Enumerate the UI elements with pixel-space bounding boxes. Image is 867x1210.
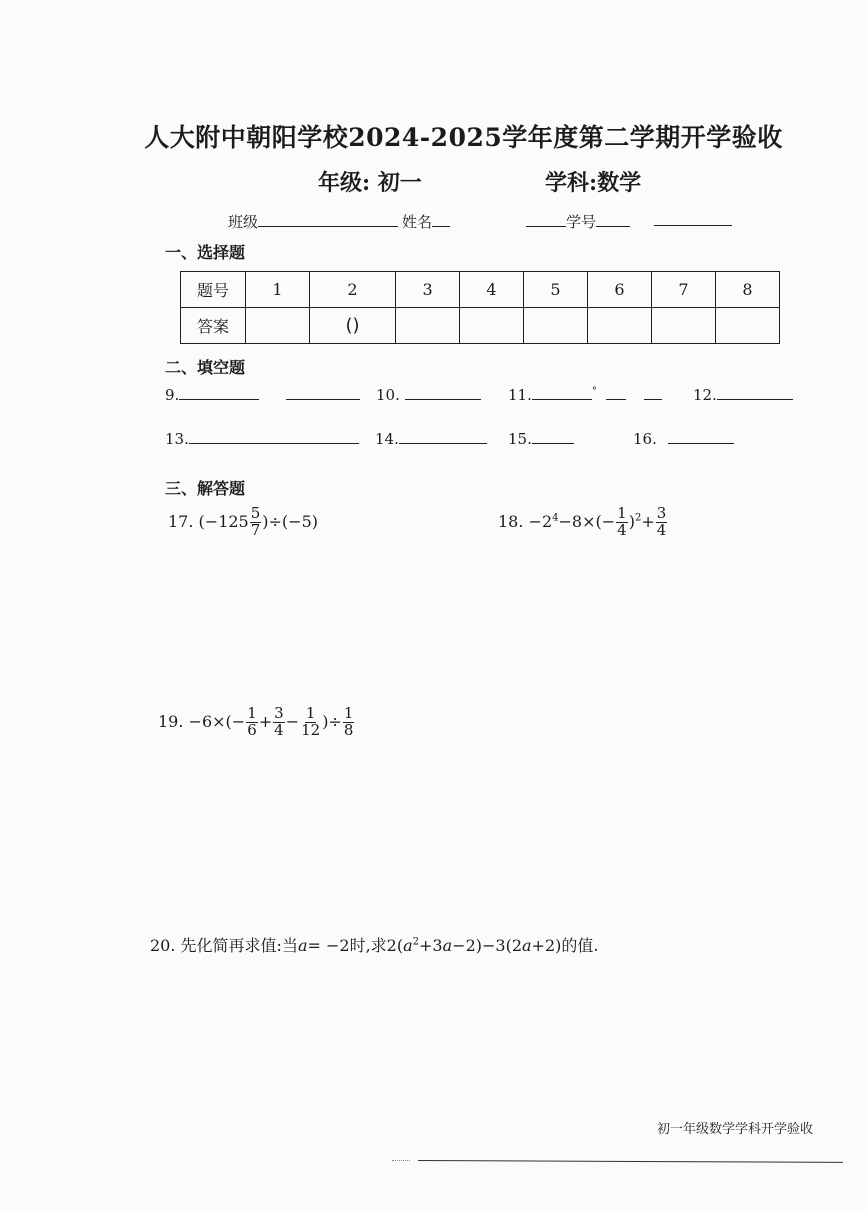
fraction-denominator: 7 xyxy=(250,520,261,539)
answer-cell[interactable] xyxy=(524,308,588,344)
blank-12[interactable] xyxy=(693,386,793,404)
problem-18-term: + xyxy=(641,511,655,531)
answer-cell[interactable] xyxy=(309,308,395,344)
blank-10-label: 10. xyxy=(376,386,400,404)
problem-20-text: −2)−3(2 xyxy=(452,936,522,955)
question-number: 3 xyxy=(396,272,460,308)
exponent: 2 xyxy=(634,512,642,524)
fraction-denominator: 8 xyxy=(343,720,354,739)
problem-18 xyxy=(498,506,668,539)
blank-14-line[interactable] xyxy=(399,431,487,444)
question-number: 4 xyxy=(460,272,524,308)
problem-20-text: 先化简再求值:当 xyxy=(180,936,298,955)
footer-dots xyxy=(392,1160,410,1161)
problem-17-prefix: (−125 xyxy=(198,511,249,531)
answer-row xyxy=(181,308,780,344)
problem-20 xyxy=(150,933,598,956)
answer-cell[interactable] xyxy=(588,308,652,344)
fraction xyxy=(300,706,321,739)
question-number: 8 xyxy=(715,272,779,308)
blank-13-line[interactable] xyxy=(189,431,359,444)
blank-16[interactable] xyxy=(633,430,734,448)
blank-16-label: 16. xyxy=(633,430,657,448)
fraction-denominator: 4 xyxy=(617,520,627,539)
blank-11[interactable] xyxy=(508,386,662,404)
fraction-denominator: 6 xyxy=(247,720,257,739)
blank-9-line-b[interactable] xyxy=(286,387,360,400)
blank-10[interactable] xyxy=(376,386,481,404)
id-pre-blank[interactable] xyxy=(526,212,566,227)
footer-label: 初一年级数学学科开学验收 xyxy=(657,1122,814,1137)
answer-table xyxy=(180,271,780,344)
subject-label: 学科:数学 xyxy=(545,170,642,196)
fraction xyxy=(250,506,262,539)
variable: a xyxy=(297,936,308,955)
number-row-label: 题号 xyxy=(181,272,246,308)
answer-row-label: 答案 xyxy=(181,308,246,344)
problem-20-number: 20. xyxy=(150,936,176,955)
question-number: 5 xyxy=(524,272,588,308)
blank-16-line[interactable] xyxy=(668,431,734,444)
section-solve-heading: 三、解答题 xyxy=(165,479,246,498)
fraction-numerator: 3 xyxy=(274,704,284,722)
fraction-denominator: 4 xyxy=(274,720,284,739)
problem-17-number: 17. xyxy=(168,511,194,531)
blank-11-label: 11. xyxy=(508,386,532,404)
operator: − xyxy=(285,711,300,731)
class-field[interactable] xyxy=(228,211,398,232)
blank-14-label: 14. xyxy=(375,430,399,448)
answer-cell[interactable] xyxy=(396,308,460,344)
variable: a xyxy=(442,936,453,955)
extra-blank[interactable] xyxy=(654,211,732,226)
fraction xyxy=(656,506,668,539)
page-title: 人大附中朝阳学校2024-2025学年度第二学期开学验收 xyxy=(144,123,783,152)
fraction xyxy=(343,706,355,739)
blank-11-line-a[interactable] xyxy=(532,387,592,400)
section-choice-heading: 一、选择题 xyxy=(165,243,246,262)
fraction-numerator: 1 xyxy=(343,704,354,722)
footer-rule xyxy=(418,1160,843,1163)
problem-19-number: 19. xyxy=(158,711,184,731)
name-field[interactable] xyxy=(402,211,450,232)
problem-20-text: +3 xyxy=(419,936,443,955)
class-label: 班级 xyxy=(228,213,259,231)
blank-13[interactable] xyxy=(165,430,359,448)
number-row xyxy=(181,272,780,308)
answer-cell[interactable] xyxy=(460,308,524,344)
name-label: 姓名 xyxy=(402,213,433,231)
blank-11-line-c[interactable] xyxy=(644,387,662,400)
problem-18-term: −8×(− xyxy=(558,511,616,531)
id-label: 学号 xyxy=(566,213,597,231)
fraction-numerator: 1 xyxy=(247,704,257,722)
fraction-denominator: 4 xyxy=(656,520,667,539)
id-field[interactable] xyxy=(526,211,630,232)
exponent: 2 xyxy=(412,936,420,948)
blank-10-line[interactable] xyxy=(405,387,481,400)
problem-17 xyxy=(168,506,318,539)
blank-9-label: 9. xyxy=(165,386,180,404)
problem-20-text: +2)的值. xyxy=(531,936,599,955)
blank-14[interactable] xyxy=(375,430,487,448)
problem-18-number: 18. xyxy=(498,511,524,531)
answer-cell[interactable] xyxy=(715,308,779,344)
blank-9[interactable] xyxy=(165,386,360,404)
fraction xyxy=(616,506,628,539)
blank-12-line[interactable] xyxy=(717,387,793,400)
question-number: 2 xyxy=(309,272,395,308)
blank-9-line-a[interactable] xyxy=(179,387,259,400)
class-blank[interactable] xyxy=(258,212,398,227)
problem-20-text: = −2时,求2( xyxy=(307,936,404,955)
grade-label: 年级: 初一 xyxy=(318,170,422,196)
exponent: 4 xyxy=(552,512,559,524)
problem-17-suffix: )÷(−5) xyxy=(262,511,318,531)
question-number: 6 xyxy=(588,272,652,308)
extra-field[interactable] xyxy=(654,211,732,230)
blank-15-line[interactable] xyxy=(532,431,574,444)
fraction-numerator: 3 xyxy=(656,504,667,522)
answer-cell[interactable] xyxy=(651,308,715,344)
blank-15[interactable] xyxy=(508,430,574,448)
answer-cell[interactable] xyxy=(246,308,310,344)
blank-11-line-b[interactable] xyxy=(606,387,626,400)
variable: a xyxy=(522,936,532,955)
problem-19-term: −6×(− xyxy=(188,711,246,731)
operator: )÷ xyxy=(322,711,342,731)
blank-12-label: 12. xyxy=(693,386,717,404)
section-fill-heading: 二、填空题 xyxy=(165,358,246,377)
handwritten-mark: () xyxy=(345,315,360,336)
fraction xyxy=(246,706,258,739)
problem-19 xyxy=(158,706,355,739)
name-blank[interactable] xyxy=(432,212,450,227)
fraction-numerator: 1 xyxy=(617,504,627,522)
blank-15-label: 15. xyxy=(508,430,532,448)
question-number: 7 xyxy=(651,272,715,308)
problem-18-term: ) xyxy=(628,511,635,531)
degree-symbol: ° xyxy=(591,386,597,397)
blank-13-label: 13. xyxy=(165,430,189,448)
fraction xyxy=(273,706,285,739)
fraction-numerator: 1 xyxy=(305,704,316,722)
question-number: 1 xyxy=(246,272,310,308)
variable: a xyxy=(403,936,413,955)
problem-18-term: −2 xyxy=(528,511,553,531)
id-blank[interactable] xyxy=(596,212,630,227)
fraction-denominator: 12 xyxy=(301,720,321,739)
fraction-numerator: 5 xyxy=(250,504,261,522)
operator: + xyxy=(258,711,273,731)
